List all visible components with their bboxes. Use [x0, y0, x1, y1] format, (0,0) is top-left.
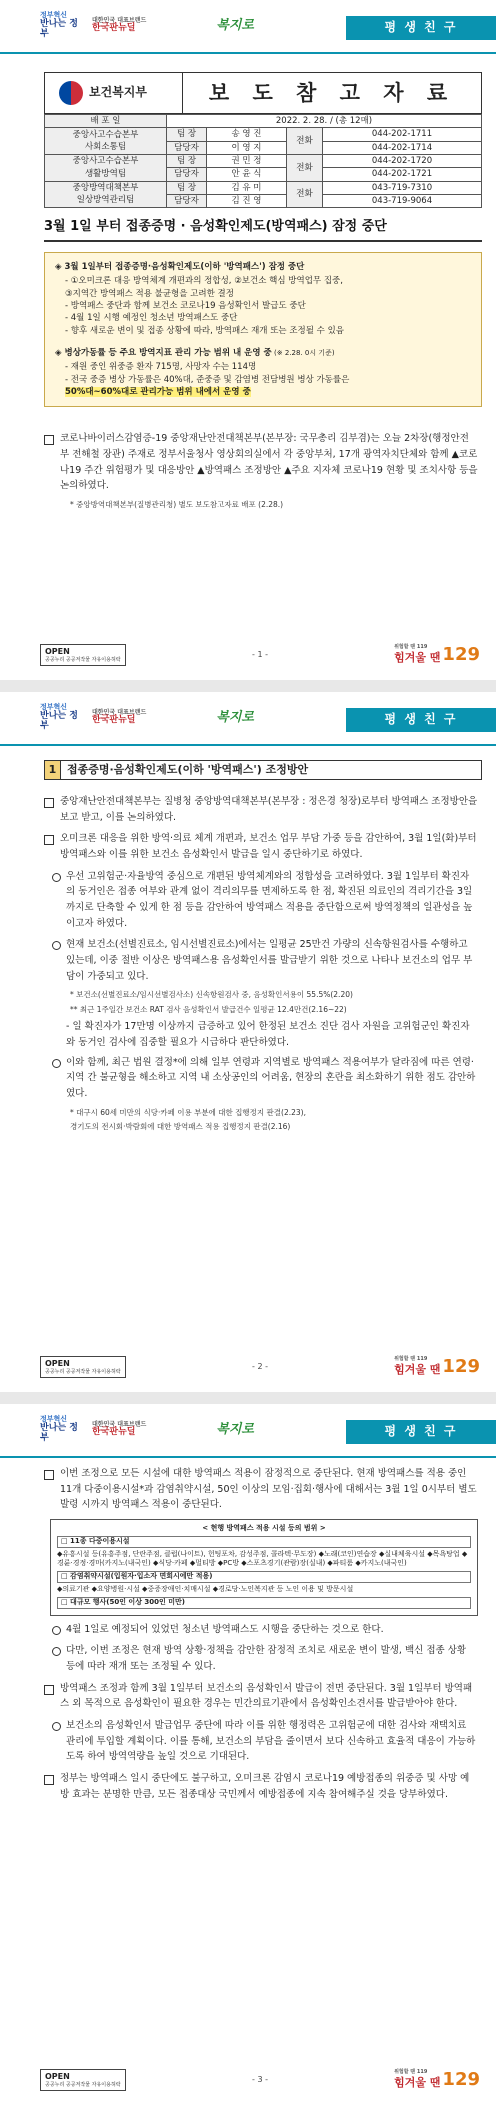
bokjiro-logo: 복지로 — [216, 17, 254, 33]
open-license-badge: OPEN 공공누리 공공저작물 자유이용허락 — [40, 644, 126, 667]
page-footer — [40, 642, 480, 668]
bokjiro-logo: 복지로 — [216, 709, 254, 725]
hotline-129: 위험할 땐 119 힘겨울 땐 129 — [394, 2068, 480, 2090]
section-heading: 1 접종증명·음성확인제도(이하 '방역패스') 조정방안 — [44, 760, 482, 780]
page-footer — [40, 1354, 480, 1380]
new-deal-logo: 대한민국 대표브랜드 한국판뉴딜 — [92, 1420, 147, 1438]
footnote: * 중앙방역대책본부(질병관리청) 별도 보도참고자료 배포 (2.28.) — [70, 499, 284, 509]
facility-scope-box: < 현행 방역패스 적용 시설 등의 범위 > □ 11종 다중이용시설 ◆유흥시설 등(유흥주점, 단란주점, 클럽(나이트), 헌팅포차, 감성주점, 콜라텍·무도장) ◆노래(코인)연습장 ◆실내체육시설 ◆목욕탕업 ◆경륜·경정·경마(카지노(내국인) ◆식당·카페 ◆멀티방 ◆PC방 ◆스포츠경기(관람)장(실내) ◆파티룸 ◆카지노(내국인) □ 감염취약시설(입원자·입소자 면회시에만 적용) ◆의료기관 ◆요양병원·시설 ◆중증장애인·치매시설 ◆경로당·노인복지관 등 노인 이용 및 방문시설 □ 대규모 행사(50인 이상 300인 미만) — [50, 1519, 478, 1616]
title-box — [44, 72, 482, 114]
page-header — [0, 1404, 496, 1456]
gov-innovation-logo: 정부혁신 반나는 정부 — [40, 703, 78, 731]
page3-body: 이번 조정으로 모든 시설에 대한 방역패스 적용이 잠정적으로 중단된다. 현재 방역패스를 적용 중인 11개 다중이용시설*과 감염취약시설, 50인 이상의 모임·집회·행사에 대해서는 3월 1일 0시부터 별도 발령 시까지 방역패스 적용이 중단된다. < 현행 방역패스 적용 시설 등의 범위 > □ 11종 다중이용시설 ◆유흥시설 등(유흥주점, 단란주점, 클럽(나이트), 헌팅포차, 감성주점, 콜라텍·무도장) ◆노래(코인)연습장 ◆실내체육시설 ◆목욕탕업 ◆경륜·경정·경마(카지노(내국인) ◆식당·카페 ◆멀티방 ◆PC방 ◆스포츠경기(관람)장(실내) ◆파티룸 ◆카지노(내국인) □ 감염취약시설(입원자·입소자 면회시에만 적용) ◆의료기관 ◆요양병원·시설 ◆중증장애인·치매시설 ◆경로당·노인복지관 등 노인 이용 및 방문시설 □ 대규모 행사(50인 이상 300인 미만) 4월 1일로 예정되어 있었던 청소년 방역패스도 시행을 중단하는 것으로 한다. 다만, 이번 조정은 현재 방역 상황·정책을 감안한 잠정적 조치로 새로운 변이 발생, 백신 접종 상황 등에 따라 재개 또는 조정될 수 있다. 방역패스 조정과 함께 3월 1일부터 보건소의 음성확인서 발급이 전면 중단된다. 3월 1일부터 방역패스 외 목적으로 음성확인이 필요한 경우는 민간의료기관에서 음성확인소견서를 발급받아야 한다. 보건소의 음성확인서 발급업무 중단에 따라 이를 위한 행정력은 고위험군에 대한 검사와 재택치료 관리에 투입할 계획이다. 이를 통해, 보건소의 부담을 줄이면서 보다 신속하고 효율적 대응이 가능하도록 하여 방역역량을 높일 것으로 기대된다. 정부는 방역패스 일시 중단에도 불구하고, 오미크론 감염시 코로나19 예방접종의 위중증 및 사망 예방 효과는 분명한 만큼, 모든 접종대상 국민께서 예방접종에 지속 참여해주실 것을 당부하였다. — [44, 1466, 478, 1802]
new-deal-logo: 대한민국 대표브랜드 한국판뉴딜 — [92, 708, 147, 726]
page1-body — [44, 431, 478, 510]
lifelong-friend-tag: 평 생 친 구 — [346, 708, 496, 732]
bokjiro-logo: 복지로 — [216, 1421, 254, 1437]
header-rule — [0, 52, 496, 54]
page-1 — [0, 0, 496, 680]
gov-innovation-logo: 정부혁신 반나는 정부 — [40, 11, 78, 39]
page-number: - 1 - — [252, 650, 268, 660]
open-license-badge: OPEN 공공누리 공공저작물 자유이용허락 — [40, 2069, 126, 2092]
page2-body: 중앙재난안전대책본부는 질병청 중앙방역대책본부(본부장 : 정은경 청장)로부터 방역패스 조정방안을 보고 받고, 이를 논의하였다. 오미크론 대응을 위한 방역·의료 체계 개편과, 보건소 업무 부담 가중 등을 감안하여, 3월 1일(화)부터 방역패스와 이를 위한 보건소 음성확인서 발급을 일시 중단하기로 하였다. 우선 고위험군·자율방역 중심으로 개편된 방역체계와의 정합성을 고려하였다. 3월 1일부터 확진자의 동거인은 접종 여부와 관계 없이 격리의무를 면제하도록 한 점, 확진된 의료인의 격리기간을 3일까지로 단축할 수 있게 한 점 등을 감안하여 방역패스 적용을 중단함으로써 방역정책의 일관성을 높이고자 하였다. 현재 보건소(선별진료소, 임시선별진료소)에서는 일평균 25만건 가량의 신속항원검사를 수행하고 있는데, 이중 절반 이상은 방역패스용 음성확인서를 발급받기 위한 것으로 나타나 보건소의 업무 부담이 가중되고 있다. * 보건소(선별진료소/임시선별검사소) 신속항원검사 중, 음성확인서용이 55.5%(2.20) ** 최근 1주일간 보건소 RAT 검사 음성확인서 발급건수 일평균 12.4만건(2.16~22) - 일 확진자가 17만명 이상까지 급증하고 있어 한정된 보건소 진단 검사 자원을 고위험군인 확진자와 동거인 검사에 집중할 필요가 시급하다 판단하였다. 이와 함께, 최근 법원 결정*에 의해 일부 연령과 지역별로 방역패스 적용여부가 달라짐에 따른 연령·지역 간 불균형을 해소하고 지역 내 소상공인의 어려움, 현장의 혼란을 최소화하기 위한 점도 감안하였다. * 대구시 60세 미만의 식당·카페 이용 부분에 대한 집행정지 판결(2.23), 경기도의 전시회·박람회에 대한 방역패스 적용 집행정지 판결(2.16) — [44, 794, 478, 1133]
contact-table: 배 포 일 2022. 2. 28. / (총 12매) 중앙사고수습본부 사회소통팀 팀 장 송 영 진 전화 044-202-1711 담당자 이 영 지 044-202-1714 중앙사고수습본부 생활방역팀 팀 장 권 민 정 전화 044-202-1720 담당자 안 윤 식 044-202-1721 중앙방역대책본부 일상방역관리팀 팀 장 김 유 미 전화 043-719-7310 담당자 김 진 영 043-719-9064 — [44, 114, 482, 208]
hotline-129: 위험할 땐 119 힘겨울 땐 129 — [394, 1355, 480, 1377]
page-header — [0, 0, 496, 52]
headline: 3월 1일 부터 접종증명 · 음성확인제도(방역패스) 잠정 중단 — [44, 218, 482, 242]
summary-box: ◈ 3월 1일부터 접종증명·음성확인제도(이하 '방역패스') 잠정 중단 - ①오미크론 대응 방역체계 개편과의 정합성, ②보건소 핵심 방역업무 집중, ③지역간 방역패스 적용 불균형을 고려한 결정 - 방역패스 중단과 함께 보건소 코로나19 음성확인서 발급도 중단 - 4월 1일 시행 예정인 청소년 방역패스도 중단 - 향후 새로운 변이 및 접종 상황에 따라, 방역패스 재개 또는 조정될 수 있음 ◈ 병상가동률 등 주요 방역지표 관리 가능 범위 내 운영 중 (※ 2.28. 0시 기준) - 재원 중인 위중증 환자 715명, 사망자 수는 114명 - 전국 중증 병상 가동률은 40%대, 준중증 및 감염병 전담병원 병상 가동률은 50%대~60%대로 관리가능 범위 내에서 운영 중 — [44, 252, 482, 407]
page-3 — [0, 1404, 496, 2105]
gov-innovation-logo: 정부혁신 반나는 정부 — [40, 1415, 78, 1443]
taegeuk-icon — [59, 81, 83, 105]
open-license-badge: OPEN 공공누리 공공저작물 자유이용허락 — [40, 1356, 126, 1379]
page-number: - 2 - — [252, 1362, 268, 1372]
hotline-129: 위험할 땐 119 힘겨울 땐 129 — [394, 643, 480, 665]
doc-title: 보 도 참 고 자 료 — [208, 79, 456, 105]
new-deal-logo: 대한민국 대표브랜드 한국판뉴딜 — [92, 16, 147, 34]
paragraph: 코로나바이러스감염증-19 중앙재난안전대책본부(본부장: 국무총리 김부겸)는 오늘 2차장(행정안전부 전해철 장관) 주재로 정부서울청사 영상회의실에서 각 중앙부처, 17개 광역자치단체와 함께 ▲코로나19 주간 위험평가 및 대응방안 ▲방역패스 조정방안 ▲주요 지자체 코로나19 현황 및 조치사항 등을 논의하였다. — [44, 431, 478, 494]
page-footer — [40, 2067, 480, 2093]
page-header — [0, 692, 496, 744]
ministry-logo: 보건복지부 — [45, 73, 183, 113]
page-number: - 3 - — [252, 2075, 268, 2085]
lifelong-friend-tag: 평 생 친 구 — [346, 16, 496, 40]
lifelong-friend-tag: 평 생 친 구 — [346, 1420, 496, 1444]
page-2 — [0, 692, 496, 1392]
